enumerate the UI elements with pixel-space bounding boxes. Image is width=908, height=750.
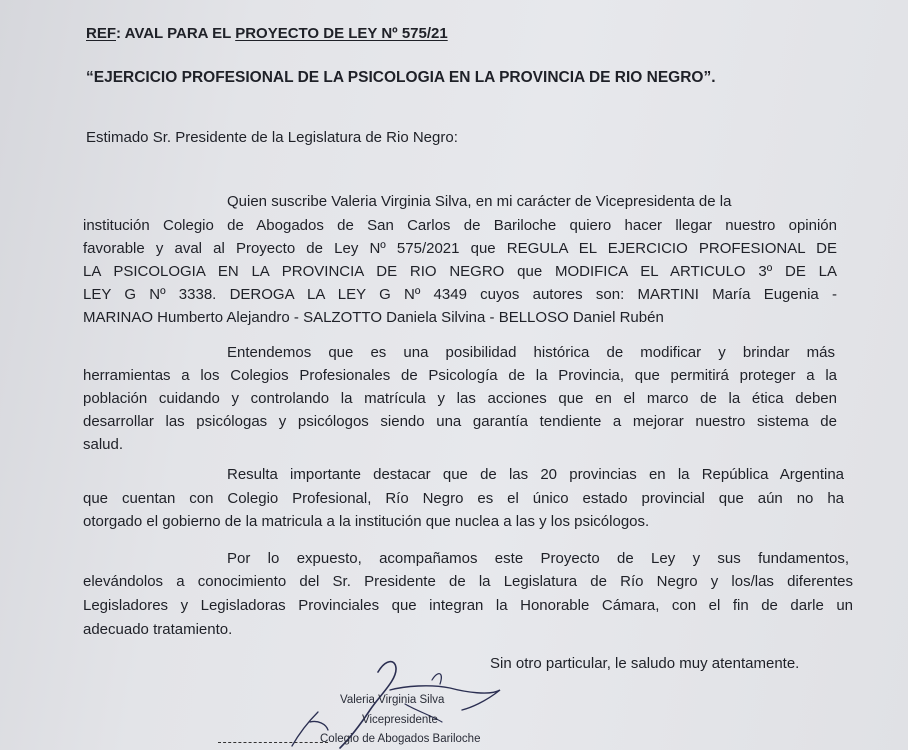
document-title: “EJERCICIO PROFESIONAL DE LA PSICOLOGIA EN LA PROVINCIA DE RIO NEGRO”. — [86, 69, 716, 86]
p4-line-1: Por lo expuesto, acompañamos este Proyecto de Ley y sus fundamentos, — [227, 550, 849, 567]
p2-line-5: salud. — [83, 436, 124, 453]
signature-block — [200, 650, 530, 750]
p3-line-1: Resulta importante destacar que de las 20 provincias en la República Argentina — [227, 466, 844, 483]
p1-line-4: LA PSICOLOGIA EN LA PROVINCIA DE RIO NEGRO que MODIFICA EL ARTICULO 3º DE LA — [83, 263, 837, 280]
p3-line-3: otorgado el gobierno de la matricula a la institución que nuclea a las y los psicólogos. — [83, 513, 650, 530]
stamp-institution: Colegio de Abogados Bariloche — [320, 733, 481, 745]
ref-line — [86, 24, 448, 44]
p1-line-2: institución Colegio de Abogados de San Carlos de Bariloche quiero hacer llegar nuestro opinión — [83, 217, 837, 234]
ref-text: : AVAL PARA EL — [116, 25, 236, 42]
ref-label: REF — [86, 25, 116, 42]
p4-line-2: elevándolos a conocimiento del Sr. Presidente de la Legislatura de Río Negro y los/las diferentes — [83, 573, 853, 590]
p1-line-5: LEY G Nº 3338. DEROGA LA LEY G Nº 4349 cuyos autores son: MARTINI María Eugenia - — [83, 286, 837, 303]
p4-line-4: adecuado tratamiento. — [83, 621, 233, 638]
p4-line-3: Legisladores y Legisladoras Provinciales que integran la Honorable Cámara, con el fin de darle un — [83, 597, 853, 614]
ref-project: PROYECTO DE LEY Nº 575/21 — [235, 25, 448, 42]
p3-line-2: que cuentan con Colegio Profesional, Río Negro es el único estado provincial que aún no ha — [83, 490, 844, 507]
p2-line-4: desarrollar las psicólogas y psicólogos siendo una garantía tendiente a mejorar nuestro sistema de — [83, 413, 837, 430]
p1-line-6: MARINAO Humberto Alejandro - SALZOTTO Daniela Silvina - BELLOSO Daniel Rubén — [83, 309, 664, 326]
signature-line — [218, 742, 328, 743]
p2-line-1: Entendemos que es una posibilidad histórica de modificar y brindar más — [227, 344, 835, 361]
p1-line-1: Quien suscribe Valeria Virginia Silva, en mi carácter de Vicepresidenta de la — [227, 193, 732, 210]
closing: Sin otro particular, le saludo muy atentamente. — [490, 655, 800, 672]
stamp-role: Vicepresidente — [362, 714, 438, 726]
stamp-name: Valeria Virginia Silva — [340, 694, 445, 706]
p2-line-2: herramientas a los Colegios Profesionales de Psicología de la Provincia, que permitirá proteger a la — [83, 367, 837, 384]
greeting: Estimado Sr. Presidente de la Legislatura de Rio Negro: — [86, 129, 458, 146]
p1-line-3: favorable y aval al Proyecto de Ley Nº 575/2021 que REGULA EL EJERCICIO PROFESIONAL DE — [83, 240, 837, 257]
p2-line-3: población cuidando y controlando la matrícula y las acciones que en el marco de la ética deben — [83, 390, 837, 407]
